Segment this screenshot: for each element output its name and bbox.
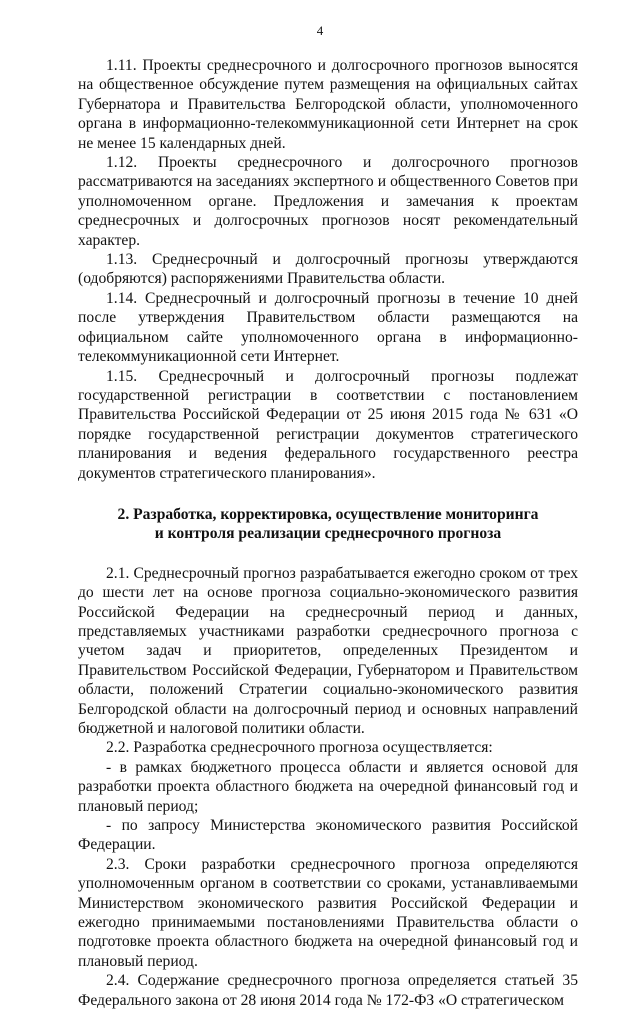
document-body: [78, 56, 578, 1010]
section-2-heading: [78, 505, 578, 544]
section-2-heading-line-1: 2. Разработка, корректировка, осуществление мониторинга: [117, 505, 539, 523]
paragraph-1-12: 1.12. Проекты среднесрочного и долгосрочного прогнозов рассматриваются на заседаниях экспертного и общественного Советов при уполномоченном органе. Предложения и замечания к проектам среднесрочных и долгосрочных прогнозов носят рекомендательный характер.: [78, 154, 578, 249]
section-2-heading-line-2: и контроля реализации среднесрочного прогноза: [154, 525, 502, 543]
paragraph-1-15: 1.15. Среднесрочный и долгосрочный прогнозы подлежат государственной регистрации в соответствии с постановлением Правительства Российской Федерации от 25 июня 2015 года № 631 «О порядке государственной регистрации документов стратегического планирования и ведения федерального государственного реестра документов стратегического планирования».: [78, 367, 578, 482]
paragraph-2-1: 2.1. Среднесрочный прогноз разрабатывается ежегодно сроком от трех до шести лет на основе прогноза социально-экономического развития Российской Федерации на среднесрочный период и данных, представляемых участниками разработки среднесрочного прогноза с учетом задач и приоритетов, определенных Президентом и Правительством Российской Федерации, Губернатором и Правительством области, положений Стратегии социально-экономического развития Белгородской области на долгосрочный период и основных направлений бюджетной и налоговой политики области.: [78, 564, 578, 737]
page-number: 4: [316, 23, 324, 38]
paragraph-2-3: 2.3. Сроки разработки среднесрочного прогноза определяются уполномоченным органом в соответствии со сроками, устанавливаемыми Министерством экономического развития Российской Федерации и ежегодно принимаемыми постановлениями Правительства области о подготовке проекта областного бюджета на очередной финансовый год и плановый период.: [78, 855, 578, 970]
paragraph-1-14: 1.14. Среднесрочный и долгосрочный прогнозы в течение 10 дней после утверждения Правительством области размещаются на официальном сайте уполномоченного органа в информационно-телекоммуникационной сети Интернет.: [78, 289, 578, 366]
paragraph-1-11: 1.11. Проекты среднесрочного и долгосрочного прогнозов выносятся на общественное обсуждение путем размещения на официальных сайтах Губернатора и Правительства Белгородской области, уполномоченного органа в информационно-телекоммуникационной сети Интернет на срок не менее 15 календарных дней.: [78, 57, 578, 152]
list-item-2-2-a: - в рамках бюджетного процесса области и является основой для разработки проекта областного бюджета на очередной финансовый год и плановый период;: [78, 758, 578, 815]
paragraph-2-4: 2.4. Содержание среднесрочного прогноза определяется статьей 35 Федерального закона от 28 июня 2014 года № 172-ФЗ «О стратегическом: [78, 972, 578, 1009]
paragraph-2-2: 2.2. Разработка среднесрочного прогноза осуществляется:: [106, 739, 493, 757]
paragraph-1-13: 1.13. Среднесрочный и долгосрочный прогнозы утверждаются (одобряются) распоряжениями Правительства области.: [78, 251, 578, 288]
list-item-2-2-b: - по запросу Министерства экономического развития Российской Федерации.: [78, 817, 578, 854]
